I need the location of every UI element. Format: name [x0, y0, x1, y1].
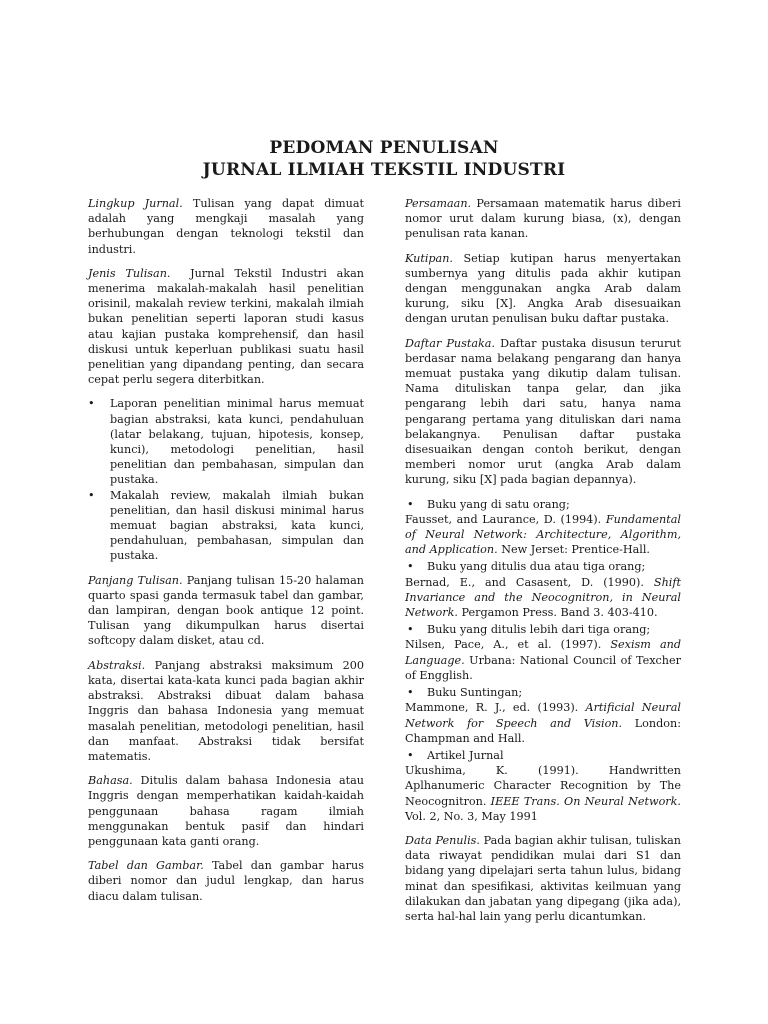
- section-persamaan: [405, 196, 681, 242]
- section-label: Abstraksi.: [88, 658, 146, 672]
- section-data-penulis: [405, 833, 681, 924]
- bullet-list: [88, 396, 364, 563]
- section-panjang-tulisan: [88, 573, 364, 649]
- section-text: Pada bagian akhir tulisan, tuliskan data riwayat pendidikan mulai dari S1 dan bidang yang dipelajari serta tahun lulus, bidang minat dan spesifikasi, aktivitas keilmuan yang dilakukan dan jabatan yang dipegang (jika ada), serta hal-hal lain yang perlu dicantumkan.: [405, 833, 682, 923]
- title-line-1: PEDOMAN PENULISAN: [269, 138, 499, 158]
- reference-text: Nilsen, Pace, A., et al. (1997). Sexism and Language. Urbana: National Council of Texcher of Engglish.: [405, 638, 681, 682]
- section-bahasa: [88, 773, 364, 849]
- list-item: • Laporan penelitian minimal harus memuat bagian abstraksi, kata kunci, pendahuluan (latar belakang, tujuan, hipotesis, konsep, kunci), metodologi penelitian, hasil penelitian dan pembahasan, simpulan dan pustaka.: [88, 396, 364, 487]
- section-text: Tabel dan gambar harus diberi nomor dan judul lengkap, dan harus diacu dalam tulisan.: [88, 859, 364, 903]
- reference-type: • Buku Suntingan;: [405, 685, 681, 700]
- section-text: Ditulis dalam bahasa Indonesia atau Inggris dengan memperhatikan kaidah-kaidah penggunaan bahasa ragam ilmiah menggunakan bentuk pasif dan hindari penggunaan kata ganti orang.: [88, 774, 364, 848]
- section-text: Tulisan yang dapat dimuat adalah yang mengkaji masalah yang berhubungan dengan teknologi tekstil dan industri.: [88, 197, 364, 256]
- reference-type: • Artikel Jurnal: [405, 748, 681, 763]
- reference-entry: [405, 497, 681, 558]
- reference-type: • Buku yang ditulis lebih dari tiga orang;: [405, 622, 681, 637]
- reference-text: Bernad, E., and Casasent, D. (1990). Shift Invariance and the Neocognitron, in Neural Network. Pergamon Press. Band 3. 403-410.: [405, 575, 681, 620]
- section-lingkup-jurnal: [88, 196, 364, 257]
- section-label: Lingkup Jurnal.: [88, 197, 183, 210]
- reference-entry: [405, 622, 681, 683]
- reference-examples: [405, 497, 681, 824]
- section-label: Kutipan.: [405, 251, 453, 265]
- title-line-2: JURNAL ILMIAH TEKSTIL INDUSTRI: [202, 160, 566, 180]
- reference-type: • Buku yang ditulis dua atau tiga orang;: [405, 559, 681, 574]
- section-text: Panjang tulisan 15-20 halaman quarto spasi ganda termasuk tabel dan gambar, dan lampiran, dengan book antique 12 point. Tulisan yang dikumpulkan harus disertai softcopy dalam disket, atau cd.: [88, 573, 364, 648]
- reference-text: Mammone, R. J., ed. (1993). Artificial Neural Network for Speech and Vision. London: Champman and Hall.: [405, 701, 681, 745]
- section-text: Persamaan matematik harus diberi nomor urut dalam kurung biasa, (x), dengan penulisan rata kanan.: [405, 197, 681, 241]
- list-item: • Makalah review, makalah ilmiah bukan penelitian, dan hasil diskusi minimal harus memuat bagian abstraksi, kata kunci, pendahuluan, pembahasan, simpulan dan pustaka.: [88, 488, 364, 564]
- page-title: [0, 137, 768, 181]
- reference-entry: [405, 559, 681, 620]
- section-text: Jurnal Tekstil Industri akan menerima makalah-makalah hasil penelitian orisinil, makalah review terkini, makalah ilmiah bukan penelitian seperti laporan studi kasus atau kajian pustaka komprehensif, dan hasil diskusi untuk keperluan publikasi suatu hasil penelitian yang dipandang penting, dan secara cepat perlu segera diterbitkan.: [88, 266, 368, 387]
- section-text: Setiap kutipan harus menyertakan sumbernya yang ditulis pada akhir kutipan dengan menggunakan angka Arab dalam kurung, siku [X]. Angka Arab disesuaikan dengan urutan penulisan buku daftar pustaka.: [405, 251, 681, 326]
- section-jenis-tulisan: [88, 266, 368, 388]
- reference-type: • Buku yang di satu orang;: [405, 497, 681, 512]
- right-column: [405, 196, 681, 933]
- section-text: Panjang abstraksi maksimum 200 kata, disertai kata-kata kunci pada bagian akhir abstraksi. Abstraksi dibuat dalam bahasa Inggris dan bahasa Indonesia yang memuat masalah penelitian, metodologi penelitian, hasil dan manfaat. Abstraksi tidak bersifat matematis.: [88, 658, 364, 763]
- section-label: Data Penulis.: [405, 833, 480, 847]
- reference-entry: [405, 748, 681, 824]
- section-label: Jenis Tulisan.: [88, 266, 171, 280]
- section-abstraksi: [88, 658, 364, 764]
- section-label: Tabel dan Gambar.: [88, 859, 204, 873]
- section-kutipan: [405, 251, 681, 327]
- section-label: Panjang Tulisan.: [88, 573, 183, 587]
- reference-entry: [405, 685, 681, 746]
- left-column: [88, 196, 368, 913]
- section-label: Bahasa.: [88, 774, 133, 788]
- section-tabel-gambar: [88, 858, 364, 904]
- section-text: Daftar pustaka disusun terurut berdasar nama belakang pengarang dan hanya memuat pustaka yang dikutip dalam tulisan. Nama dituliskan tanpa gelar, dan jika pengarang lebih dari satu, hanya nama pengarang pertama yang dituliskan dari nama belakangnya. Penulisan daftar pustaka disesuaikan dengan contoh berikut, dengan memberi nomor urut (angka Arab dalam kurung, siku [X] pada bagian depannya).: [405, 336, 681, 487]
- section-daftar-pustaka: [405, 336, 681, 488]
- reference-text: Ukushima, K. (1991). Handwritten Aplhanumeric Character Recognition by The Neocognitron. IEEE Trans. On Neural Network. Vol. 2, No. 3, May 1991: [405, 764, 681, 823]
- section-label: Daftar Pustaka.: [405, 336, 496, 350]
- reference-text: Fausset, and Laurance, D. (1994). Fundamental of Neural Network: Architecture, Algorithm, and Application. New Jerset: Prentice-Hall.: [405, 512, 681, 557]
- section-label: Persamaan.: [405, 197, 472, 210]
